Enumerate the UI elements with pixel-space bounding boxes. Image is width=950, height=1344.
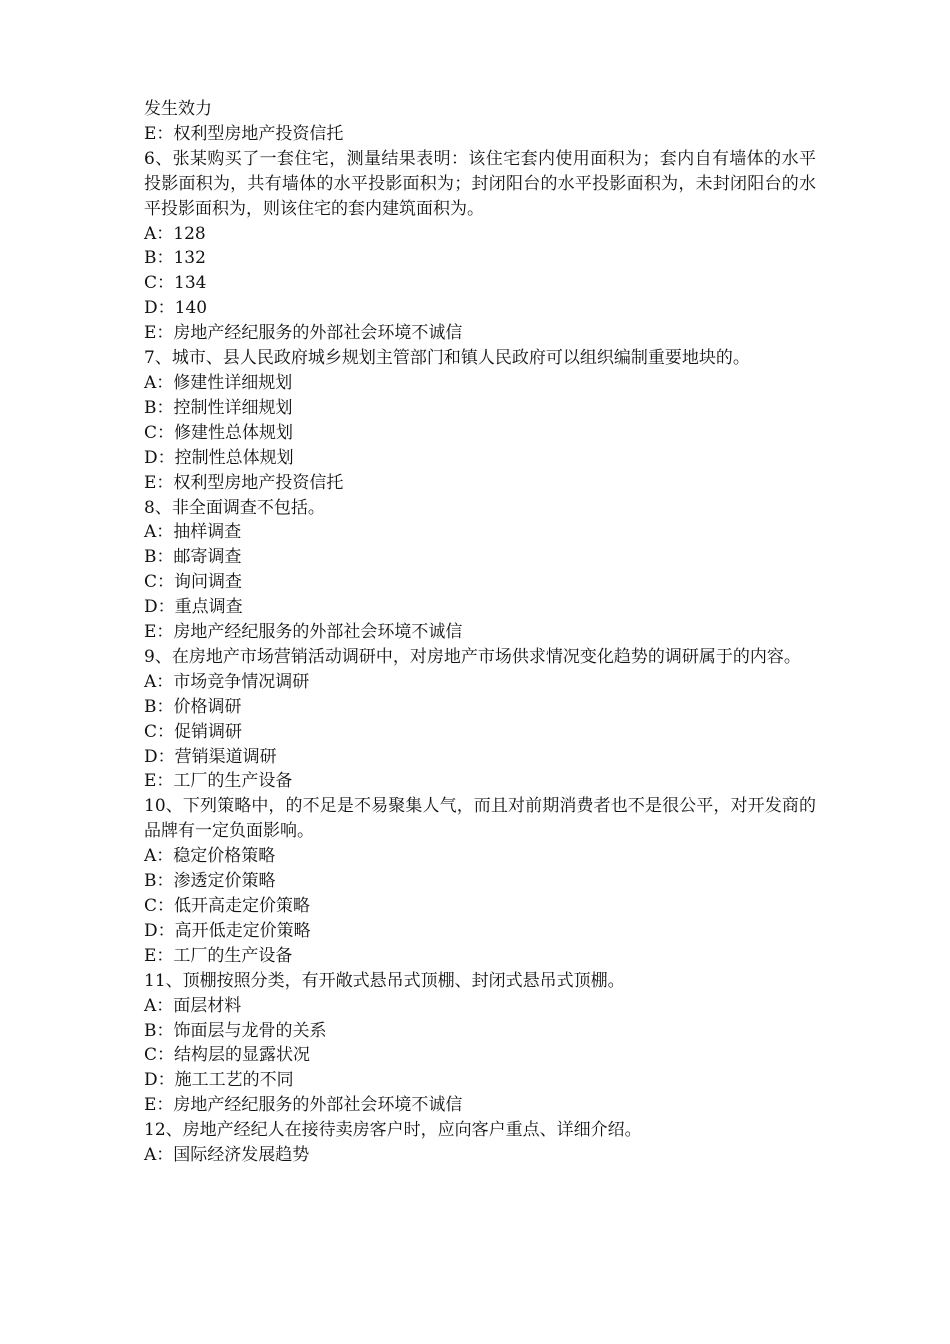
answer-option: D：高开低走定价策略 [144, 920, 311, 941]
question-text: 8、非全面调查不包括。 [144, 497, 325, 518]
answer-option: A：稳定价格策略 [144, 846, 276, 867]
document-page [144, 97, 816, 1168]
question-text: 6、张某购买了一套住宅，测量结果表明：该住宅套内使用面积为；套内自有墙体的水平投影面积为，共有墙体的水平投影面积为；封闭阳台的水平投影面积为，未封闭阳台的水平投影面积为，则该住宅的套内建筑面积为。 [144, 148, 816, 219]
answer-option: D：重点调查 [144, 597, 243, 618]
lead-text [144, 97, 816, 147]
question-item [144, 794, 816, 968]
question-item [144, 147, 816, 346]
question-list [144, 147, 816, 1168]
answer-option: D：施工工艺的不同 [144, 1070, 294, 1091]
question-text: 11、顶棚按照分类，有开敞式悬吊式顶棚、封闭式悬吊式顶棚。 [144, 970, 625, 991]
question-text: 12、房地产经纪人在接待卖房客户时，应向客户重点、详细介绍。 [144, 1120, 642, 1141]
option-list [144, 670, 816, 795]
question-item [144, 645, 816, 794]
answer-option: A：修建性详细规划 [144, 372, 293, 393]
question-item [144, 1118, 816, 1168]
answer-option: D：140 [144, 298, 208, 319]
answer-option: B：控制性详细规划 [144, 397, 293, 418]
answer-option: A：面层材料 [144, 995, 242, 1016]
answer-option: B：价格调研 [144, 696, 242, 717]
answer-option: B：饰面层与龙骨的关系 [144, 1020, 327, 1041]
answer-option: E：工厂的生产设备 [144, 945, 293, 966]
answer-option: E：房地产经纪服务的外部社会环境不诚信 [144, 323, 463, 344]
question-text: 7、城市、县人民政府城乡规划主管部门和镇人民政府可以组织编制重要地块的。 [144, 348, 750, 369]
option-list [144, 371, 816, 496]
option-list [144, 1143, 816, 1168]
answer-option: E：权利型房地产投资信托 [144, 472, 344, 493]
answer-option: B：渗透定价策略 [144, 871, 276, 892]
option-list [144, 994, 816, 1119]
option-list [144, 222, 816, 347]
question-text: 10、下列策略中，的不足是不易聚集人气，而且对前期消费者也不是很公平，对开发商的品牌有一定负面影响。 [144, 796, 816, 842]
answer-option: A：市场竞争情况调研 [144, 671, 310, 692]
question-item [144, 969, 816, 1118]
option-list [144, 520, 816, 645]
answer-option: B：邮寄调查 [144, 547, 242, 568]
answer-option: D：营销渠道调研 [144, 746, 277, 767]
question-item [144, 346, 816, 495]
answer-option: D：控制性总体规划 [144, 447, 294, 468]
option-list [144, 844, 816, 969]
answer-option: A：国际经济发展趋势 [144, 1145, 310, 1166]
lead-line: 发生效力 [144, 99, 212, 119]
answer-option: A：抽样调查 [144, 522, 242, 543]
answer-option: B：132 [144, 248, 206, 269]
question-item [144, 496, 816, 645]
answer-option: E：房地产经纪服务的外部社会环境不诚信 [144, 622, 463, 643]
answer-option: C：促销调研 [144, 721, 243, 742]
lead-line: E：权利型房地产投资信托 [144, 123, 344, 144]
answer-option: E：工厂的生产设备 [144, 771, 293, 792]
answer-option: C：询问调查 [144, 572, 243, 593]
answer-option: A：128 [144, 223, 206, 244]
answer-option: C：修建性总体规划 [144, 422, 294, 443]
answer-option: C：134 [144, 273, 207, 294]
answer-option: C：低开高走定价策略 [144, 896, 311, 916]
question-text: 9、在房地产市场营销活动调研中，对房地产市场供求情况变化趋势的调研属于的内容。 [144, 646, 801, 667]
answer-option: E：房地产经纪服务的外部社会环境不诚信 [144, 1095, 463, 1116]
answer-option: C：结构层的显露状况 [144, 1045, 311, 1066]
